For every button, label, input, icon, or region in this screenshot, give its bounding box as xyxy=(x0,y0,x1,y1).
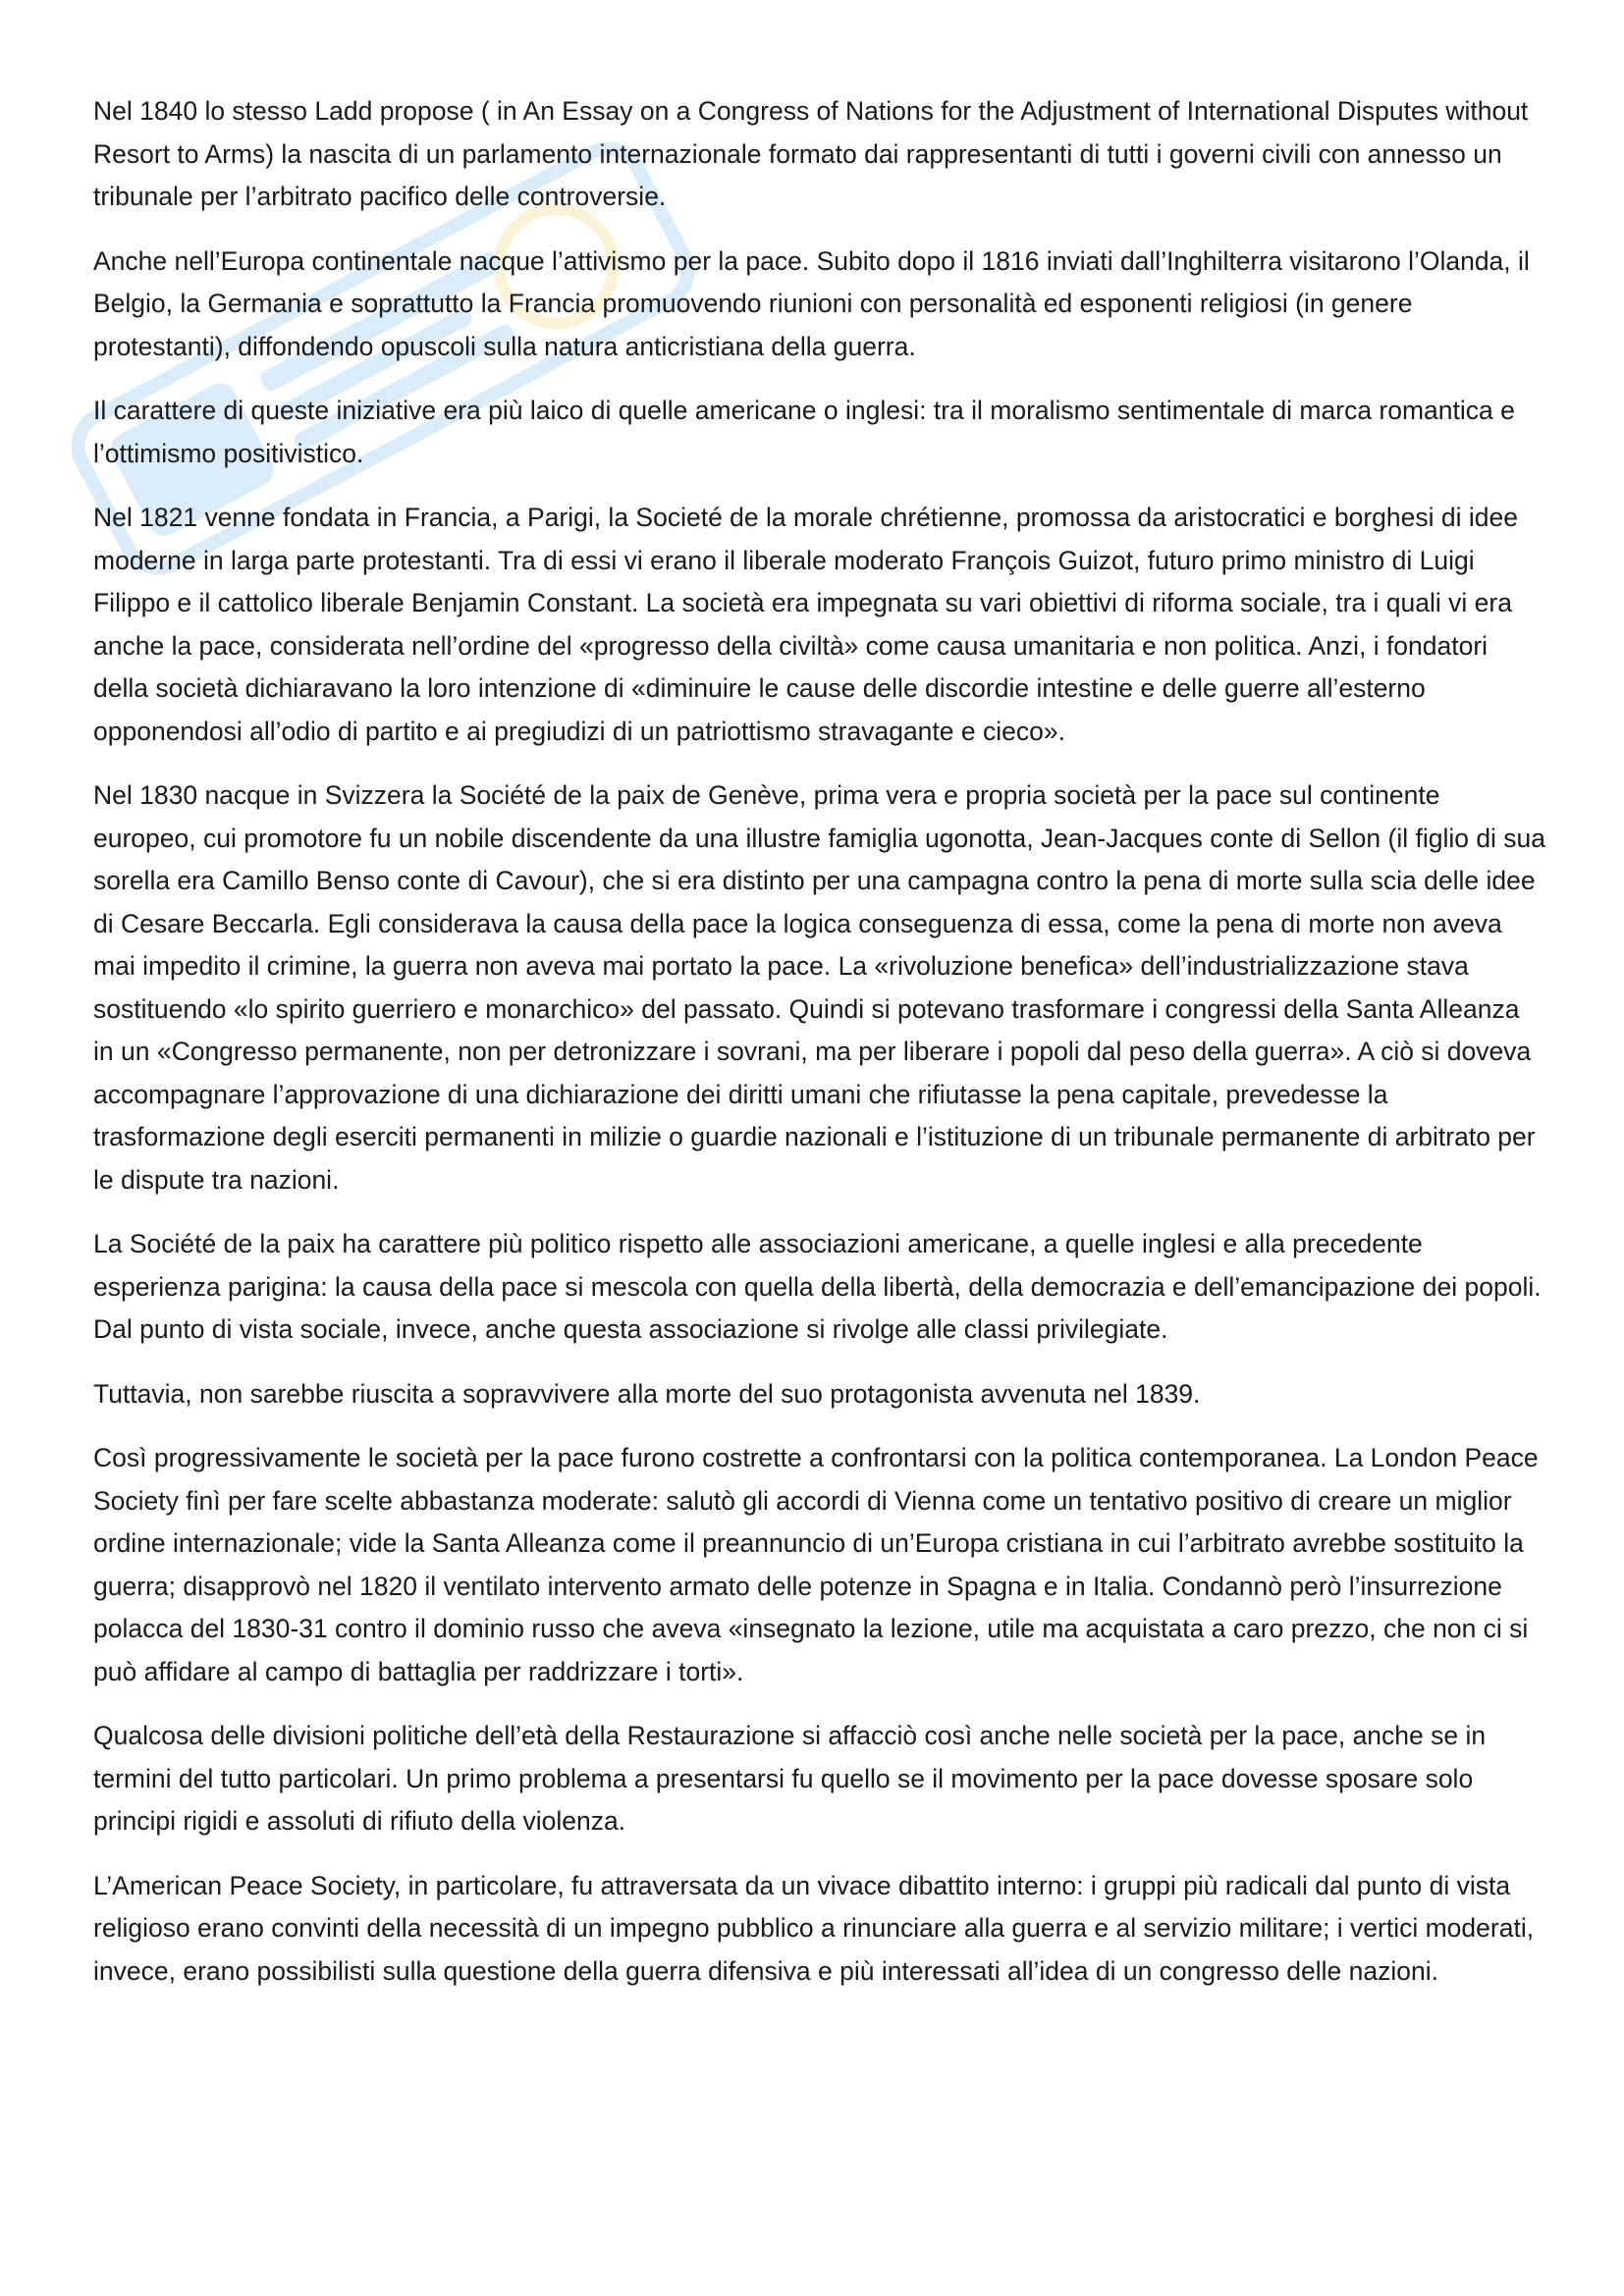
paragraph-4: Nel 1821 venne fondata in Francia, a Parigi, la Societé de la morale chrétienne, promossa da aristocratici e borghesi di idee moderne in larga parte protestanti. Tra di essi vi erano il liberale moderato François Guizot, futuro primo ministro di Luigi Filippo e il cattolico liberale Benjamin Constant. La società era impegnata su vari obiettivi di riforma sociale, tra i quali vi era anche la pace, considerata nell’ordine del «progresso della civiltà» come causa umanitaria e non politica. Anzi, i fondatori della società dichiaravano la loro intenzione di «diminuire le cause delle discordie intestine e delle guerre all’esterno opponendosi all’odio di partito e ai pregiudizi di un patriottismo stravagante e cieco». xyxy=(93,503,1518,746)
document-body xyxy=(93,90,1546,2014)
paragraph-2: Anche nell’Europa continentale nacque l’attivismo per la pace. Subito dopo il 1816 inviati dall’Inghilterra visitarono l’Olanda, il Belgio, la Germania e soprattutto la Francia promuovendo riunioni con personalità ed esponenti religiosi (in genere protestanti), diffondendo opuscoli sulla natura anticristiana della guerra. xyxy=(93,245,1530,361)
paragraph-3: Il carattere di queste iniziative era più laico di quelle americane o inglesi: tra il moralismo sentimentale di marca romantica e l’ottimismo positivistico. xyxy=(93,396,1515,468)
paragraph-8: Così progressivamente le società per la pace furono costrette a confrontarsi con la politica contemporanea. La London Peace Society finì per fare scelte abbastanza moderate: salutò gli accordi di Vienna come un tentativo positivo di creare un miglior ordine internazionale; vide la Santa Alleanza come il preannuncio di un’Europa cristiana in cui l’arbitrato avrebbe sostituito la guerra; disapprovò nel 1820 il ventilato intervento armato delle potenze in Spagna e in Italia. Condannò però l’insurrezione polacca del 1830-31 contro il dominio russo che aveva «insegnato la lezione, utile ma acquistata a caro prezzo, che non ci si può affidare al campo di battaglia per raddrizzare i torti». xyxy=(93,1443,1539,1686)
paragraph-6: La Société de la paix ha carattere più politico rispetto alle associazioni americane, a quelle inglesi e alla precedente esperienza parigina: la causa della pace si mescola con quella della libertà, della democrazia e dell’emancipazione dei popoli. Dal punto di vista sociale, invece, anche questa associazione si rivolge alle classi privilegiate. xyxy=(93,1229,1542,1344)
paragraph-10: L’American Peace Society, in particolare, fu attraversata da un vivace dibattito interno: i gruppi più radicali dal punto di vista religioso erano convinti della necessità di un impegno pubblico a rinunciare alla guerra e al servizio militare; i vertici moderati, invece, erano possibilisti sulla questione della guerra difensiva e più interessati all’idea di un congresso delle nazioni. xyxy=(93,1870,1535,1986)
paragraph-5: Nel 1830 nacque in Svizzera la Société de la paix de Genève, prima vera e propria società per la pace sul continente europeo, cui promotore fu un nobile discendente da una illustre famiglia ugonotta, Jean-Jacques conte di Sellon (il figlio di sua sorella era Camillo Benso conte di Cavour), che si era distinto per una campagna contro la pena di morte sulla scia delle idee di Cesare Beccarla. Egli considerava la causa della pace la logica conseguenza di essa, come la pena di morte non aveva mai impedito il crimine, la guerra non aveva mai portato la pace. La «rivoluzione benefica» dell’industrializzazione stava sostituendo «lo spirito guerriero e monarchico» del passato. Quindi si potevano trasformare i congressi della Santa Alleanza in un «Congresso permanente, non per detronizzare i sovrani, ma per liberare i popoli dal peso della guerra». A ciò si doveva accompagnare l’approvazione di una dichiarazione dei diritti umani che rifiutasse la pena capitale, prevedesse la trasformazione degli eserciti permanenti in milizie o guardie nazionali e l’istituzione di un tribunale permanente di arbitrato per le dispute tra nazioni. xyxy=(93,780,1546,1195)
paragraph-1: Nel 1840 lo stesso Ladd propose ( in An Essay on a Congress of Nations for the Adjustment of International Disputes without Resort to Arms) la nascita di un parlamento internazionale formato dai rappresentanti di tutti i governi civili con annesso un tribunale per l’arbitrato pacifico delle controversie. xyxy=(93,96,1529,211)
paragraph-9: Qualcosa delle divisioni politiche dell’età della Restaurazione si affacciò così anche nelle società per la pace, anche se in termini del tutto particolari. Un primo problema a presentarsi fu quello se il movimento per la pace dovesse sposare solo principi rigidi e assoluti di rifiuto della violenza. xyxy=(93,1721,1487,1836)
paragraph-7: Tuttavia, non sarebbe riuscita a sopravvivere alla morte del suo protagonista avvenuta nel 1839. xyxy=(93,1378,1201,1409)
